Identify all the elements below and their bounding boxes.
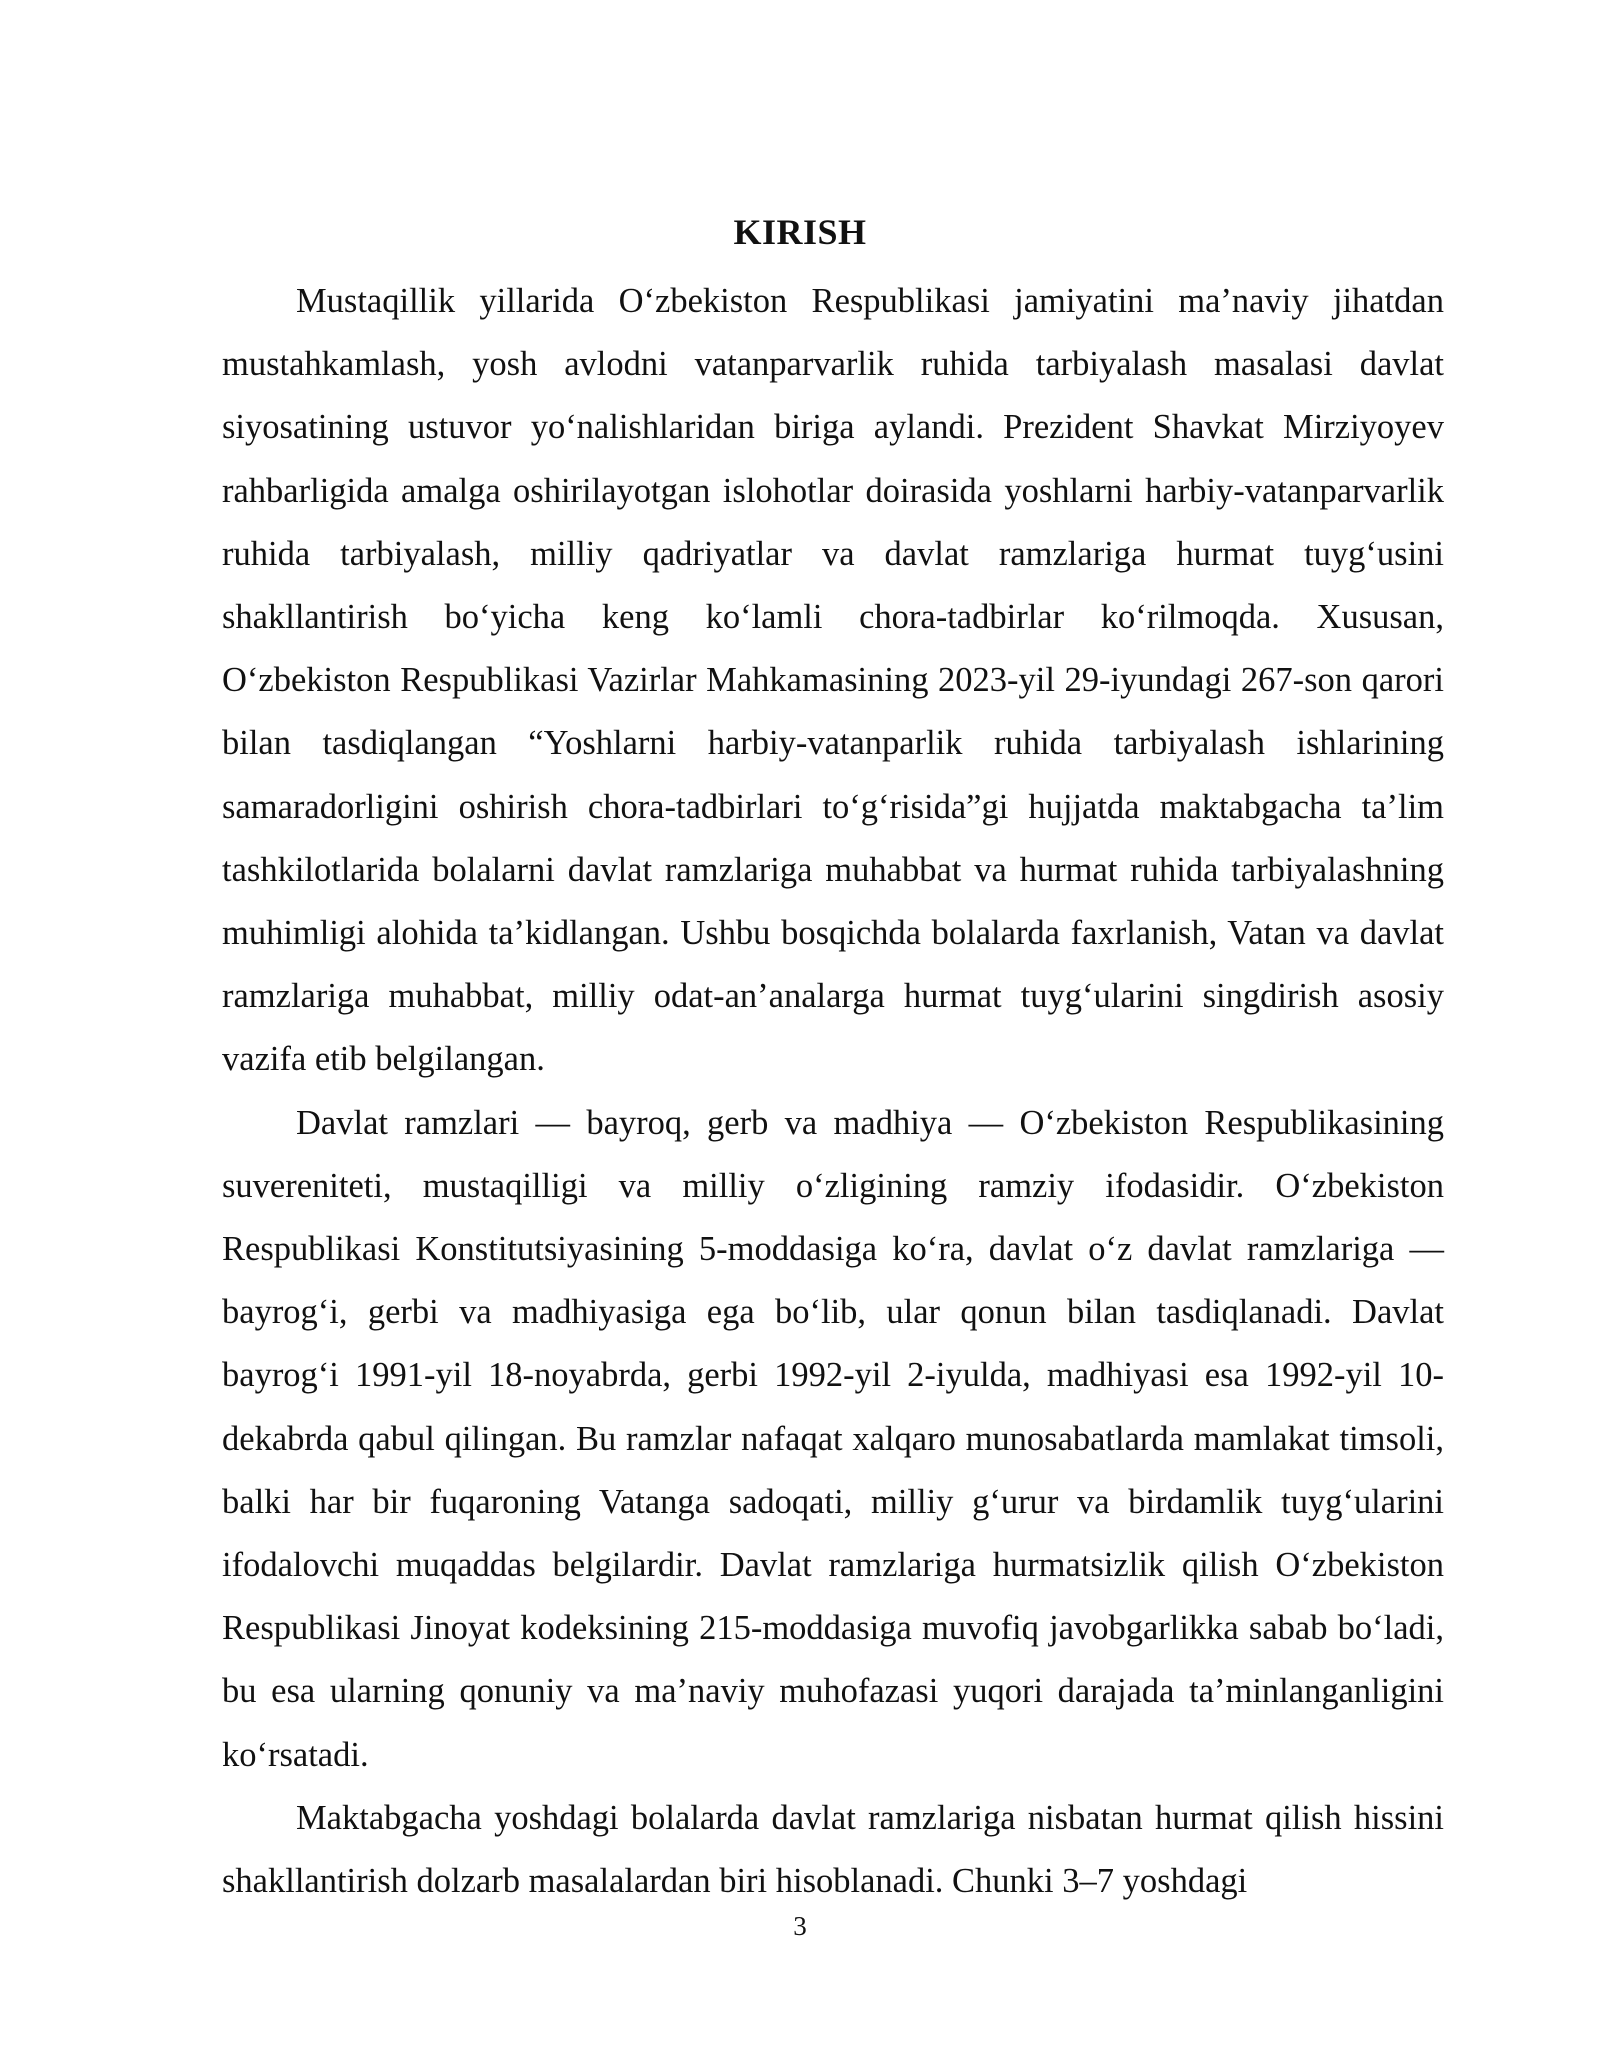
body-text (222, 270, 1444, 1913)
page-number: 3 (793, 1911, 807, 1941)
section-title: KIRISH (733, 212, 867, 252)
paragraph-intro: Mustaqillik yillarida O‘zbekiston Respublikasi jamiyatini ma’naviy jihatdan mustahkamlash, yosh avlodni vatanparvarlik ruhida tarbiyalash masalasi davlat siyosatining ustuvor yo‘nalishlaridan biriga aylandi. Prezident Shavkat Mirziyoyev rahbarligida amalga oshirilayotgan islohotlar doirasida yoshlarni harbiy-vatanparvarlik ruhida tarbiyalash, milliy qadriyatlar va davlat ramzlariga hurmat tuyg‘usini shakllantirish bo‘yicha keng ko‘lamli chora-tadbirlar ko‘rilmoqda. Xususan, O‘zbekiston Respublikasi Vazirlar Mahkamasining 2023-yil 29-iyundagi 267-son qarori bilan tasdiqlangan “Yoshlarni harbiy-vatanparlik ruhida tarbiyalash ishlarining samaradorligini oshirish chora-tadbirlari to‘g‘risida”gi hujjatda maktabgacha ta’lim tashkilotlarida bolalarni davlat ramzlariga muhabbat va hurmat ruhida tarbiyalashning muhimligi alohida ta’kidlangan. Ushbu bosqichda bolalarda faxrlanish, Vatan va davlat ramzlariga muhabbat, milliy odat-an’analarga hurmat tuyg‘ularini singdirish asosiy vazifa etib belgilangan. (222, 282, 1444, 1079)
paragraph-state-symbols: Davlat ramzlari — bayroq, gerb va madhiya — O‘zbekiston Respublikasining suvereniteti, mustaqilligi va milliy o‘zligining ramziy ifodasidir. O‘zbekiston Respublikasi Konstitutsiyasining 5-moddasiga ko‘ra, davlat o‘z davlat ramzlariga — bayrog‘i, gerbi va madhiyasiga ega bo‘lib, ular qonun bilan tasdiqlanadi. Davlat bayrog‘i 1991-yil 18-noyabrda, gerbi 1992-yil 2-iyulda, madhiyasi esa 1992-yil 10-dekabrda qabul qilingan. Bu ramzlar nafaqat xalqaro munosabatlarda mamlakat timsoli, balki har bir fuqaroning Vatanga sadoqati, milliy g‘urur va birdamlik tuyg‘ularini ifodalovchi muqaddas belgilardir. Davlat ramzlariga hurmatsizlik qilish O‘zbekiston Respublikasi Jinoyat kodeksining 215-moddasiga muvofiq javobgarlikka sabab bo‘ladi, bu esa ularning qonuniy va ma’naviy muhofazasi yuqori darajada ta’minlanganligini ko‘rsatadi. (222, 1103, 1444, 1774)
paragraph-preschool: Maktabgacha yoshdagi bolalarda davlat ramzlariga nisbatan hurmat qilish hissini shakllantirish dolzarb masalalardan biri hisoblanadi. Chunki 3–7 yoshdagi (222, 1798, 1444, 1901)
